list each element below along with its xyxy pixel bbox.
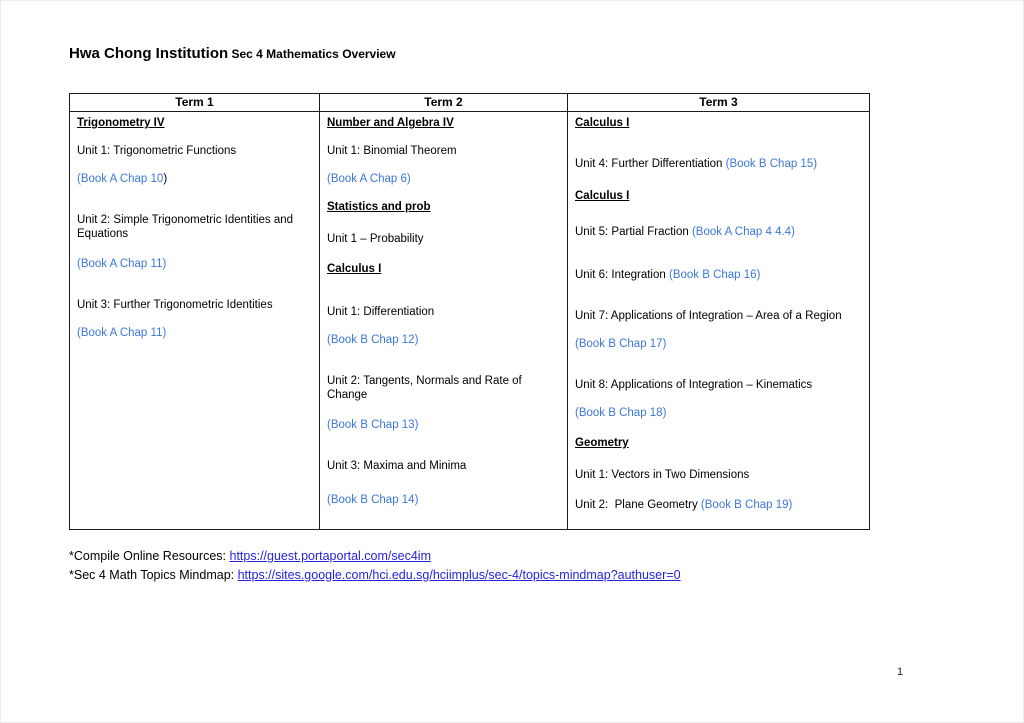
footer-label: *Sec 4 Math Topics Mindmap: [69,567,238,582]
portaportal-link[interactable]: https://guest.portaportal.com/sec4im [229,549,431,563]
unit-text: Unit 1: Binomial Theorem [327,145,457,157]
footer-label: *Compile Online Resources: [69,549,230,563]
col-header-term1: Term 1 [70,94,320,112]
topic-heading: Number and Algebra IV [327,117,454,129]
topic-heading: Calculus I [575,117,630,129]
unit-text: Unit 1: Differentiation [327,306,435,318]
unit-text: Unit 2: Simple Trigonometric Identities and Equations [77,214,297,240]
term2-cell [320,112,568,530]
chapter-link[interactable]: (Book B Chap 17) [575,338,667,350]
chapter-link[interactable]: (Book A Chap 4 4.4) [691,226,795,238]
mindmap-link[interactable]: https://sites.google.com/hci.edu.sg/hciimplus/sec-4/topics-mindmap?authuser=0 [237,567,681,582]
page-number: 1 [897,666,904,678]
table-body-row [70,112,870,530]
unit-text: Unit 3: Maxima and Minima [327,460,467,472]
col-header-term3: Term 3 [568,94,870,112]
page-title [69,45,396,63]
chapter-link[interactable]: (Book A Chap 10 [77,173,164,185]
unit-text: Unit 1: Vectors in Two Dimensions [575,469,750,481]
unit-text-with-link [575,225,861,239]
unit-text: Unit 4: Further Differentiation [575,158,726,170]
unit-text: Unit 2: Tangents, Normals and Rate of Change [327,375,525,401]
chapter-link-line [327,493,559,507]
topic-heading: Geometry [575,437,629,449]
chapter-link-line [327,333,559,347]
chapter-link[interactable]: (Book B Chap 12) [327,334,419,346]
chapter-link[interactable]: (Book B Chap 13) [327,419,419,431]
col-header-term2: Term 2 [320,94,568,112]
chapter-link-line [575,406,861,420]
title-sub: Sec 4 Mathematics Overview [228,47,396,61]
chapter-link[interactable]: (Book B Chap 15) [725,158,818,170]
chapter-link-line [77,257,311,271]
footer-resources [69,547,681,584]
topic-heading: Statistics and prob [327,201,431,213]
unit-text: Unit 2: Plane Geometry [575,499,701,511]
math-overview-table [69,93,870,530]
unit-text: Unit 1: Trigonometric Functions [77,145,237,157]
unit-text-with-link [575,268,861,282]
chapter-link-suffix: ) [163,173,168,185]
chapter-link[interactable]: (Book A Chap 11) [77,258,167,270]
table-header-row [70,94,870,112]
topic-heading: Trigonometry IV [77,117,165,129]
unit-text-with-link [575,498,861,512]
footer-line-mindmap [69,566,681,585]
chapter-link[interactable]: (Book A Chap 6) [327,173,411,185]
chapter-link[interactable]: (Book B Chap 14) [327,494,419,506]
term3-cell [568,112,870,530]
unit-text: Unit 8: Applications of Integration – Kinematics [575,379,813,391]
chapter-link[interactable]: (Book A Chap 11) [77,327,167,339]
chapter-link[interactable]: (Book B Chap 18) [575,407,667,419]
chapter-link-line [77,172,311,186]
chapter-link[interactable]: (Book B Chap 16) [668,269,761,281]
unit-text: Unit 6: Integration [575,269,669,281]
chapter-link-line [327,418,559,432]
unit-text: Unit 3: Further Trigonometric Identities [77,299,273,311]
chapter-link-line [77,326,311,340]
footer-line-resources [69,547,681,566]
chapter-link-line [327,172,559,186]
term1-cell [70,112,320,530]
topic-heading: Calculus I [327,263,382,275]
chapter-link-line [575,337,861,351]
unit-text: Unit 5: Partial Fraction [575,226,692,238]
unit-text: Unit 7: Applications of Integration – Area of a Region [575,310,842,322]
chapter-link[interactable]: (Book B Chap 19) [700,499,793,511]
unit-text-with-link [575,157,861,171]
topic-heading: Calculus I [575,190,630,202]
title-main: Hwa Chong Institution [69,45,229,62]
unit-text: Unit 1 – Probability [327,233,424,245]
